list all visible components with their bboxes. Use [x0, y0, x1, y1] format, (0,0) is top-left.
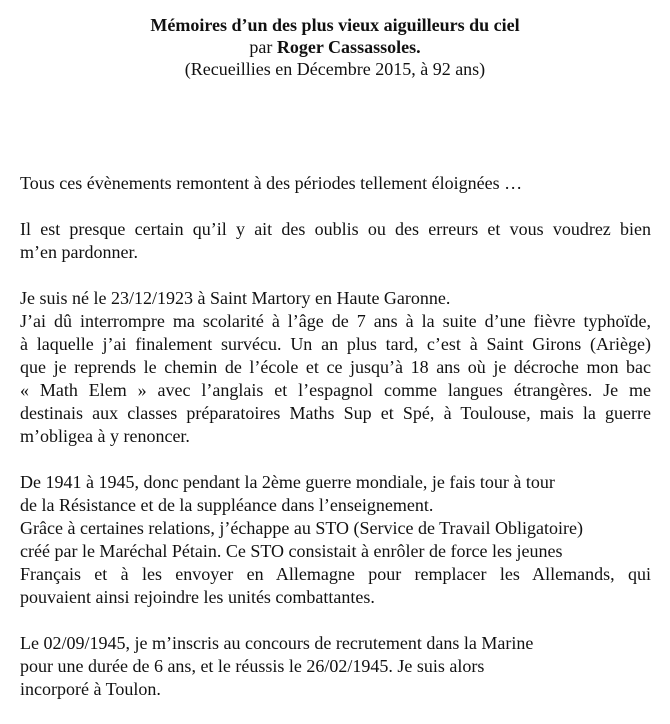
text-line: de la Résistance et de la suppléance dans l’enseignement.: [20, 495, 434, 515]
text-line: à laquelle j’ai finalement survécu. Un an plus tard, c’est à Saint Girons (Ariège): [20, 334, 651, 354]
text-line: m’obligea à y renoncer.: [20, 426, 190, 446]
text-line: pour une durée de 6 ans, et le réussis le 26/02/1945. Je suis alors: [20, 656, 485, 676]
text-line: pouvaient ainsi rejoindre les unités combattantes.: [20, 587, 375, 607]
text-line: De 1941 à 1945, donc pendant la 2ème guerre mondiale, je fais tour à tour: [20, 472, 555, 492]
document-header: [0, 14, 670, 80]
author-line: [0, 36, 670, 58]
text-line: Grâce à certaines relations, j’échappe au STO (Service de Travail Obligatoire): [20, 518, 583, 538]
text-line: « Math Elem » avec l’anglais et l’espagnol comme langues étrangères. Je me: [20, 380, 651, 400]
text-line: créé par le Maréchal Pétain. Ce STO consistait à enrôler de force les jeunes: [20, 541, 563, 561]
text-line: J’ai dû interrompre ma scolarité à l’âge de 7 ans à la suite d’une fièvre typhoïde,: [20, 311, 651, 331]
text-line: Il est presque certain qu’il y ait des oublis ou des erreurs et vous voudrez bien: [20, 219, 651, 239]
text-line: Je suis né le 23/12/1923 à Saint Martory en Haute Garonne.: [20, 288, 451, 308]
document-title: Mémoires d’un des plus vieux aiguilleurs du ciel: [150, 15, 520, 35]
text-line: Français et à les envoyer en Allemagne pour remplacer les Allemands, qui: [20, 564, 651, 584]
paragraph-navy: [20, 632, 651, 701]
paragraph-apology: [20, 218, 651, 264]
author-name: Roger Cassassoles.: [276, 37, 421, 57]
paragraph-war: [20, 471, 651, 609]
paragraph-childhood: [20, 287, 651, 448]
text-line: incorporé à Toulon.: [20, 679, 161, 699]
document-subtitle: (Recueillies en Décembre 2015, à 92 ans): [184, 59, 486, 79]
text-line: Le 02/09/1945, je m’inscris au concours de recrutement dans la Marine: [20, 633, 534, 653]
author-prefix: par: [249, 37, 277, 57]
text-line: destinais aux classes préparatoires Maths Sup et Spé, à Toulouse, mais la guerre: [20, 403, 651, 423]
text-line: que je reprends le chemin de l’école et ce jusqu’à 18 ans où je décroche mon bac: [20, 357, 651, 377]
document-body: [20, 172, 651, 724]
paragraph-intro: [20, 172, 651, 195]
text-line: m’en pardonner.: [20, 242, 138, 262]
text-line: Tous ces évènements remontent à des périodes tellement éloignées …: [20, 173, 523, 193]
